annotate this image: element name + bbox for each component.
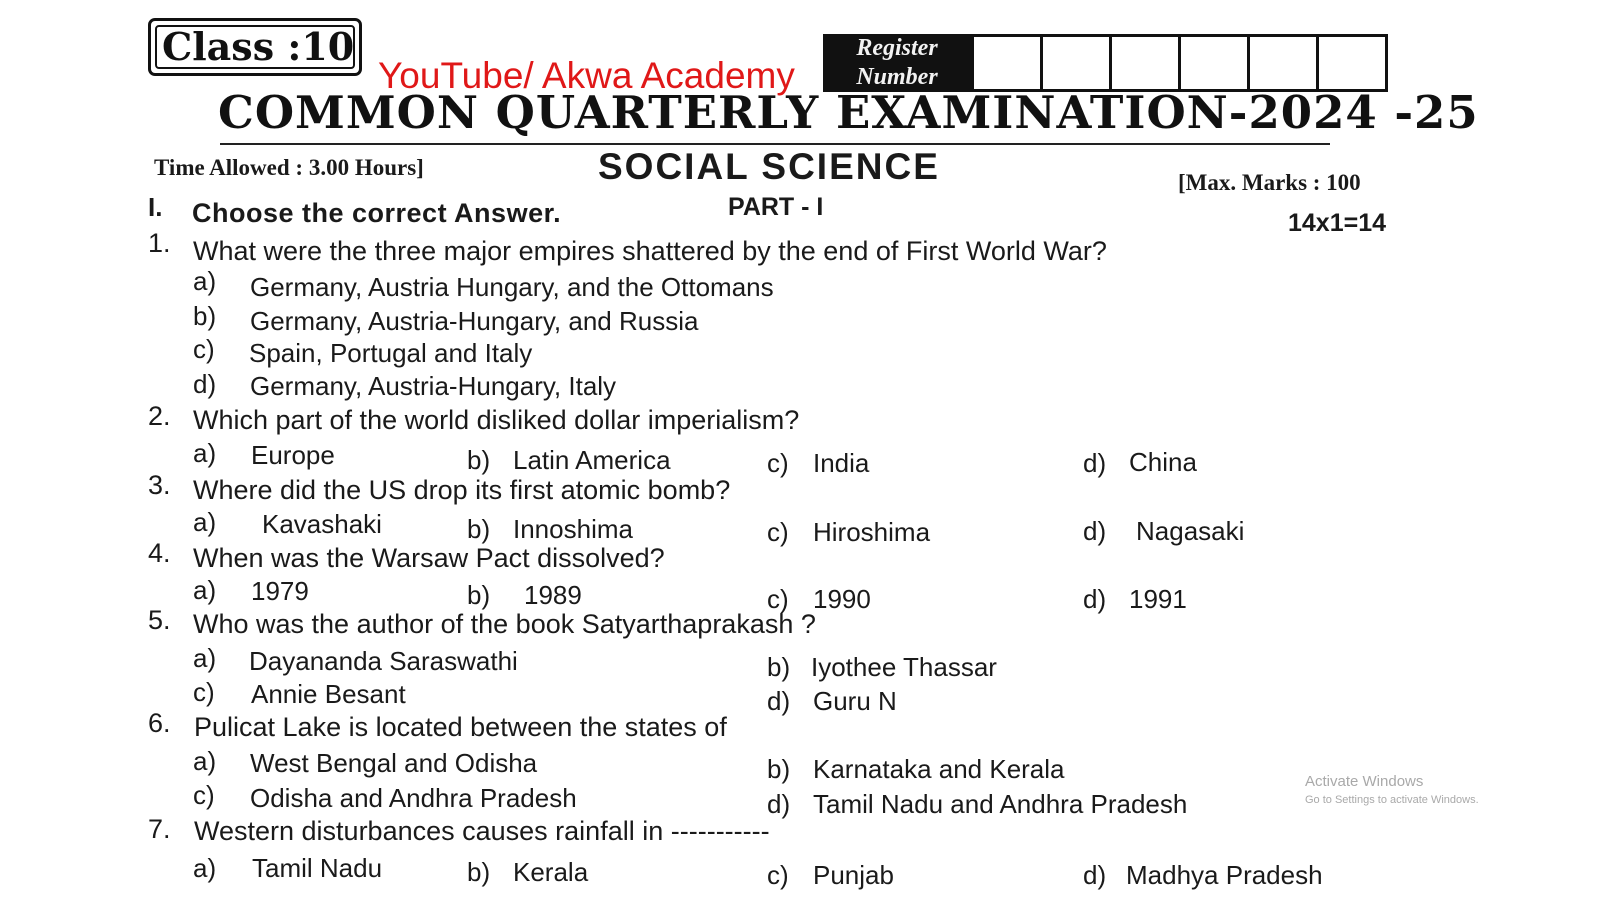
register-digit-box <box>1040 37 1109 89</box>
option-text: Latin America <box>513 445 671 475</box>
question-text: Where did the US drop its first atomic bomb? <box>193 475 731 505</box>
option-letter: a) <box>193 266 217 296</box>
question-number: 3. <box>148 470 171 500</box>
option-letter: a) <box>193 507 217 537</box>
question-number: 5. <box>148 605 171 635</box>
option-letter: b) <box>767 652 791 682</box>
time-allowed: Time Allowed : 3.00 Hours] <box>154 155 424 180</box>
option-letter: b) <box>193 301 217 331</box>
register-number-boxes <box>971 34 1388 92</box>
register-label-line2: Number <box>856 64 938 90</box>
option-letter: a) <box>193 853 217 883</box>
option-letter: c) <box>193 334 215 364</box>
question-number: 2. <box>148 401 171 431</box>
marks-scheme: 14x1=14 <box>1288 209 1387 237</box>
class-label: Class :10 <box>162 24 355 69</box>
option-text: Germany, Austria-Hungary, and Russia <box>250 306 699 336</box>
part-label: PART - I <box>728 193 824 221</box>
option-letter: c) <box>767 517 789 547</box>
option-text: Guru N <box>813 686 897 716</box>
option-letter: b) <box>767 754 791 784</box>
option-letter: d) <box>767 686 791 716</box>
question-number: 7. <box>148 814 171 844</box>
channel-watermark: YouTube/ Akwa Academy <box>378 55 795 96</box>
option-text: Tamil Nadu <box>252 853 383 883</box>
register-label-line1: Register <box>856 35 938 61</box>
register-digit-box <box>1316 37 1385 89</box>
option-text: Nagasaki <box>1136 516 1245 546</box>
activate-windows-subtitle: Go to Settings to activate Windows. <box>1305 794 1479 806</box>
option-letter: c) <box>193 780 215 810</box>
option-letter: d) <box>1083 584 1107 614</box>
option-letter: c) <box>767 584 789 614</box>
option-text: 1991 <box>1129 584 1187 614</box>
question-text: Who was the author of the book Satyarthaprakash ? <box>193 609 816 639</box>
option-text: 1990 <box>813 584 871 614</box>
option-text: West Bengal and Odisha <box>250 748 538 778</box>
exam-title: COMMON QUARTERLY EXAMINATION-2024 -25 <box>218 86 1479 139</box>
question-text: Pulicat Lake is located between the states of <box>194 712 727 742</box>
register-digit-box <box>971 37 1040 89</box>
option-text: Dayananda Saraswathi <box>249 646 518 676</box>
option-text: Germany, Austria Hungary, and the Ottomans <box>250 272 774 302</box>
subject-title: SOCIAL SCIENCE <box>598 146 940 187</box>
option-text: Innoshima <box>513 514 633 544</box>
option-letter: d) <box>1083 516 1107 546</box>
option-text: Kavashaki <box>262 509 382 539</box>
option-text: Europe <box>251 440 335 470</box>
option-text: 1989 <box>524 580 582 610</box>
option-text: Iyothee Thassar <box>811 652 997 682</box>
option-letter: b) <box>467 445 491 475</box>
option-letter: a) <box>193 575 217 605</box>
option-text: Kerala <box>513 857 589 887</box>
option-letter: c) <box>767 448 789 478</box>
option-text: Spain, Portugal and Italy <box>249 338 533 368</box>
option-letter: b) <box>467 857 491 887</box>
register-number-label <box>823 34 971 92</box>
register-digit-box <box>1109 37 1178 89</box>
option-letter: a) <box>193 746 217 776</box>
activate-windows-title: Activate Windows <box>1305 773 1424 790</box>
question-text: Which part of the world disliked dollar imperialism? <box>193 405 800 435</box>
option-text: Tamil Nadu and Andhra Pradesh <box>813 789 1188 819</box>
option-text: Punjab <box>813 860 894 890</box>
section-number: I. <box>148 192 163 222</box>
option-text: Odisha and Andhra Pradesh <box>250 783 577 813</box>
option-letter: d) <box>1083 448 1107 478</box>
register-digit-box <box>1247 37 1316 89</box>
option-letter: b) <box>467 514 491 544</box>
option-letter: a) <box>193 643 217 673</box>
option-letter: d) <box>193 369 217 399</box>
option-letter: d) <box>767 789 791 819</box>
title-underline <box>220 143 1330 145</box>
option-letter: c) <box>767 860 789 890</box>
register-digit-box <box>1178 37 1247 89</box>
max-marks: [Max. Marks : 100 <box>1178 170 1361 195</box>
option-text: Annie Besant <box>251 679 406 709</box>
option-letter: a) <box>193 438 217 468</box>
option-text: Hiroshima <box>813 517 931 547</box>
option-letter: b) <box>467 580 491 610</box>
question-text: When was the Warsaw Pact dissolved? <box>193 543 665 573</box>
option-text: Karnataka and Kerala <box>813 754 1065 784</box>
section-instruction: Choose the correct Answer. <box>192 198 562 228</box>
question-text: What were the three major empires shattered by the end of First World War? <box>193 236 1107 266</box>
option-text: China <box>1129 447 1197 477</box>
option-text: Madhya Pradesh <box>1126 860 1323 890</box>
question-text: Western disturbances causes rainfall in ----------- <box>194 816 770 846</box>
question-number: 6. <box>148 708 171 738</box>
option-letter: c) <box>193 677 215 707</box>
question-number: 4. <box>148 538 171 568</box>
option-text: Germany, Austria-Hungary, Italy <box>250 371 617 401</box>
question-number: 1. <box>148 228 171 258</box>
option-text: India <box>813 448 870 478</box>
option-text: 1979 <box>251 576 309 606</box>
option-letter: d) <box>1083 860 1107 890</box>
